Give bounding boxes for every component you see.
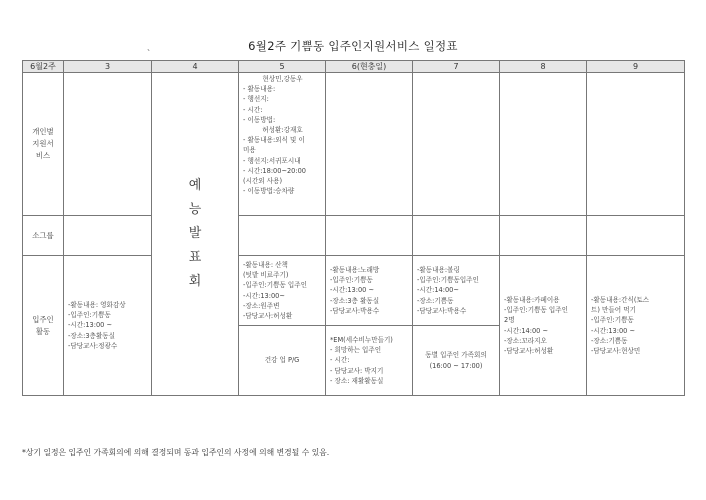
list-item: - 장소: 재활활동실 (330, 376, 384, 385)
cell-individual-day9 (587, 73, 685, 216)
cell-small-group-day9 (587, 216, 685, 256)
list-item: -장소:기쁨동 (591, 336, 628, 345)
list-item: -담당교사:정광수 (68, 341, 118, 350)
header-day-7: 7 (413, 61, 500, 73)
header-row (23, 61, 685, 73)
cell-program-day5 (239, 326, 326, 396)
event-char: 능 (188, 202, 202, 217)
list-item: -시간:13:00 ~ (591, 326, 635, 335)
event-cell-day4 (152, 73, 239, 396)
header-day-9: 9 (587, 61, 685, 73)
list-item: -담당교사:현상민 (591, 346, 641, 355)
list-item: -시간:13:00 ~ (330, 286, 374, 295)
list-item: -입주인:기쁨동 (591, 316, 634, 325)
list-item: 동별 입주인 가족회의 (425, 351, 487, 360)
row-label-individual: 개인별 지원서 비스 (23, 73, 64, 216)
cell-activity-day9 (587, 256, 685, 396)
cell-individual-day5 (239, 73, 326, 216)
row-small-group (23, 216, 685, 256)
event-char: 예 (188, 178, 202, 193)
list-item: -장소:원주변 (243, 301, 280, 310)
page-title: 6월2주 기쁨동 입주인지원서비스 일정표 (248, 39, 458, 53)
list-item: *EM(세수비누만들기) (330, 335, 393, 344)
cell-small-group-day5 (239, 216, 326, 256)
list-item: - 희망하는 입주인 (330, 346, 382, 355)
list-item: -시간:13:00~ (243, 291, 285, 300)
list-item: - 행선지:서귀포시내 (243, 156, 301, 165)
list-item: - 활동내용: (243, 85, 276, 94)
list-item: -활동내용: 산책 (243, 260, 288, 269)
list-item: 트) 만들어 먹기 (591, 306, 636, 315)
list-item: -담당교사:허성환 (504, 346, 554, 355)
list-item: -입주인:기쁨동 (330, 276, 373, 285)
corner-mark: 、 (147, 43, 155, 52)
list-item: - 시간: (243, 105, 263, 114)
program-label: 건강 업 P/G (264, 356, 300, 365)
header-day-8: 8 (500, 61, 587, 73)
event-char: 발 (188, 226, 202, 241)
list-item: -활동내용: 영화감상 (68, 300, 126, 309)
list-item: - 행선지: (243, 95, 269, 104)
cell-activity-day3 (64, 256, 152, 396)
cell-activity-day7 (413, 256, 500, 326)
list-item: -장소:꼬라지오 (504, 336, 547, 345)
list-item: -활동내용:볼링 (417, 265, 460, 274)
list-item: -입주인:기쁨동입주인 (417, 276, 479, 285)
cell-activity-day6 (326, 256, 413, 326)
cell-small-group-day3 (64, 216, 152, 256)
header-week: 6월2주 (23, 61, 64, 73)
list-item: -장소:3층활동실 (68, 331, 116, 340)
list-item: - 담당교사: 박지기 (330, 366, 384, 375)
cell-small-group-day7 (413, 216, 500, 256)
list-item: -활동내용:간식(토스 (591, 295, 650, 304)
cell-individual-day8 (500, 73, 587, 216)
list-item: -담당교사:허성환 (243, 311, 293, 320)
row-label-resident: 입주인 활동 (23, 256, 64, 396)
event-char: 회 (188, 274, 202, 289)
list-item: (시간외 사용) (243, 177, 283, 186)
list-item: - 활동내용:외식 및 이 (243, 136, 305, 145)
list-item: -활동내용:카페이용 (504, 295, 560, 304)
header-day-6-holiday: 6(현충일) (326, 61, 413, 73)
list-item: 2명 (504, 316, 515, 325)
header-day-5: 5 (239, 61, 326, 73)
cell-small-group-day6 (326, 216, 413, 256)
cell-program-day7 (413, 326, 500, 396)
cell-individual-day7 (413, 73, 500, 216)
list-item: -장소:3층 활동실 (330, 296, 380, 305)
list-item: -담당교사:박용수 (330, 306, 380, 315)
list-item: - 이동방법:승차량 (243, 187, 295, 196)
list-item: -입주인:기쁨동 입주인 (243, 281, 308, 290)
list-item: -시간:14:00~ (417, 286, 459, 295)
event-char: 표 (188, 250, 202, 265)
row-label-small-group: 소그룹 (23, 216, 64, 256)
cell-individual-day6 (326, 73, 413, 216)
list-item: -입주인:기쁨동 입주인 (504, 306, 569, 315)
footnote: *상기 일정은 입주인 가족회의에 의해 결정되며 동과 입주인의 사정에 의해 변경될 수 있음. (22, 448, 330, 457)
list-item: -장소:기쁨동 (417, 296, 454, 305)
cell-individual-day3 (64, 73, 152, 216)
list-item: 허성환:강재호 (262, 126, 303, 135)
list-item: (텃밭 비료주기) (243, 271, 289, 280)
cell-activity-day5 (239, 256, 326, 326)
header-day-3: 3 (64, 61, 152, 73)
schedule-table (22, 60, 685, 396)
list-item: 미용 (243, 146, 256, 155)
list-item: (16:00 ~ 17:00) (429, 361, 483, 370)
cell-activity-day8 (500, 256, 587, 396)
list-item: -활동내용:노래방 (330, 265, 380, 274)
list-item: - 이동방법: (243, 115, 276, 124)
header-day-4: 4 (152, 61, 239, 73)
list-item: -시간:13:00 ~ (68, 321, 112, 330)
row-individual (23, 73, 685, 216)
list-item: 현상민,강동우 (262, 75, 303, 83)
list-item: -입주인:기쁨동 (68, 311, 111, 320)
list-item: - 시간: (330, 356, 350, 365)
row-resident-upper (23, 256, 685, 326)
list-item: -담당교사:박용수 (417, 306, 467, 315)
list-item: - 시간:18:00~20:00 (243, 166, 306, 175)
cell-program-day6 (326, 326, 413, 396)
cell-small-group-day8 (500, 216, 587, 256)
list-item: -시간:14:00 ~ (504, 326, 548, 335)
